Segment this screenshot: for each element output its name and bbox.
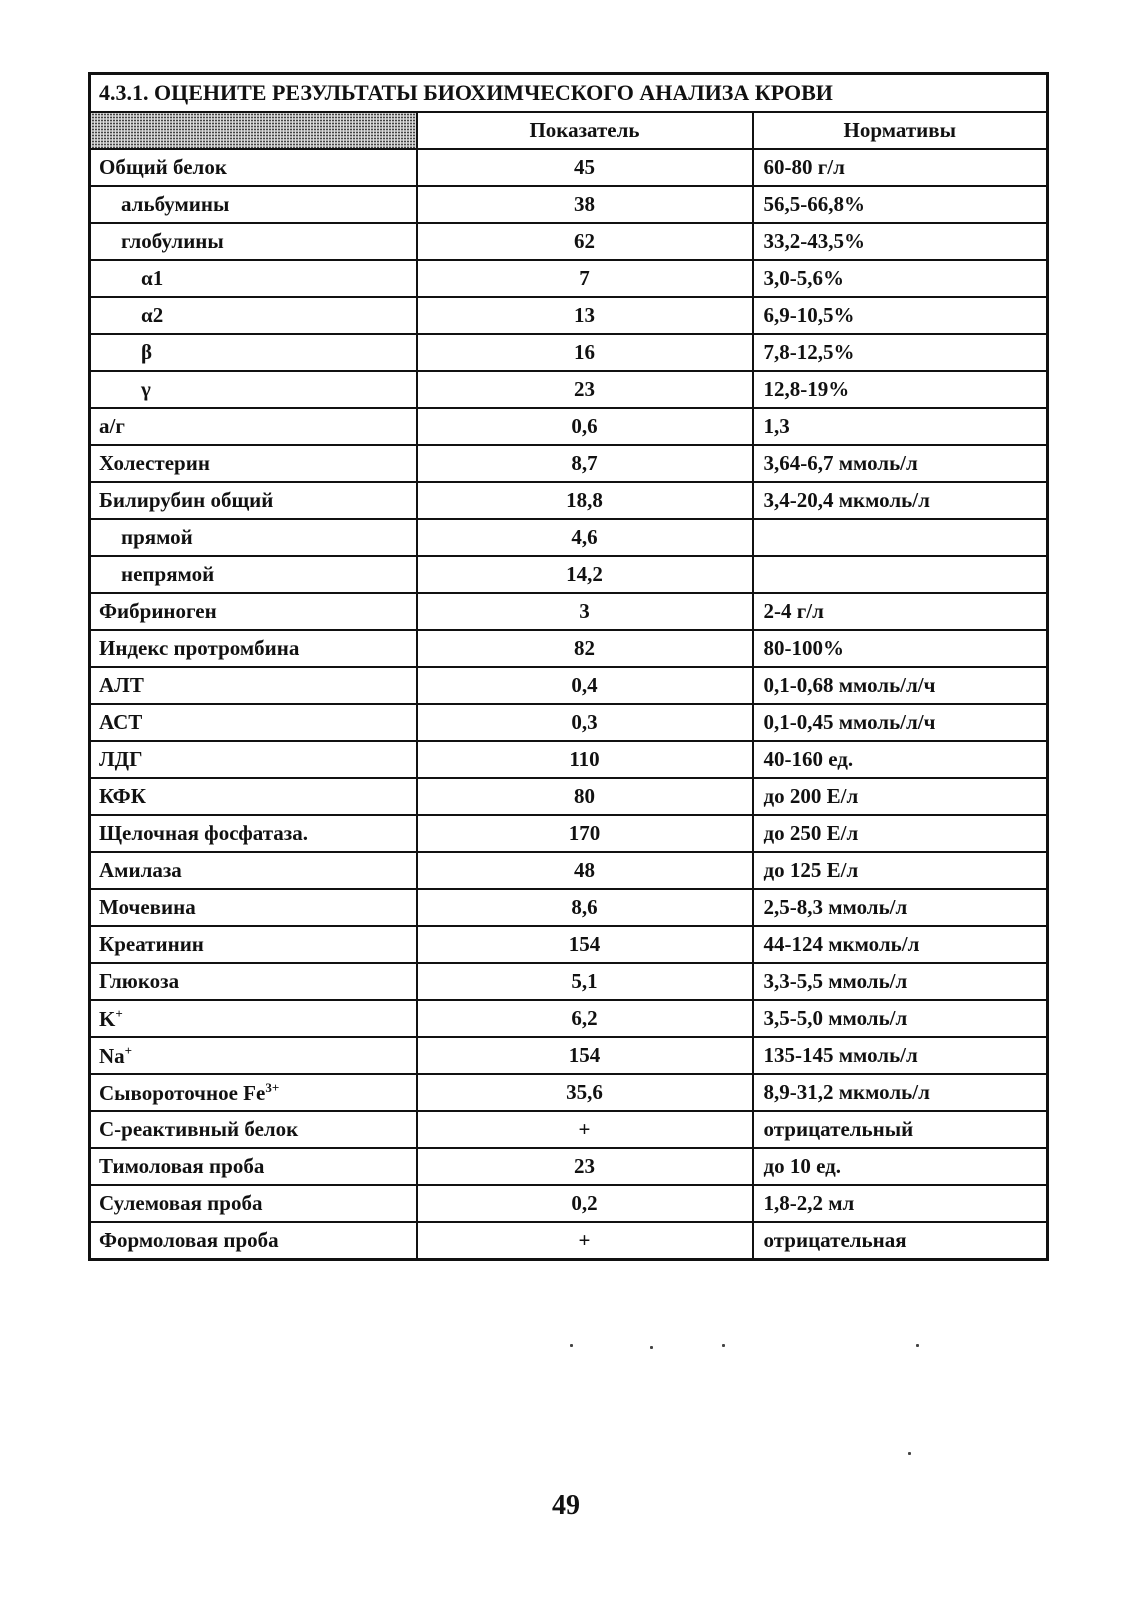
hatched-header-cell	[90, 112, 417, 149]
row-name: Амилаза	[99, 858, 182, 882]
row-norm: 1,8-2,2 мл	[753, 1185, 1048, 1222]
page-number: 49	[552, 1490, 580, 1521]
row-norm: 0,1-0,68 ммоль/л/ч	[753, 667, 1048, 704]
row-norm: 12,8-19%	[753, 371, 1048, 408]
row-name: КФК	[99, 784, 146, 808]
row-name-superscript: +	[115, 1005, 123, 1021]
row-value: 8,7	[417, 445, 753, 482]
row-norm: 3,3-5,5 ммоль/л	[753, 963, 1048, 1000]
row-norm: отрицательная	[753, 1222, 1048, 1260]
row-norm	[753, 556, 1048, 593]
row-name-cell	[90, 1000, 417, 1037]
row-name-cell	[90, 1185, 417, 1222]
row-norm: 80-100%	[753, 630, 1048, 667]
row-name-cell	[90, 704, 417, 741]
row-norm: 2-4 г/л	[753, 593, 1048, 630]
row-norm: 33,2-43,5%	[753, 223, 1048, 260]
table-row	[90, 852, 1048, 889]
row-name: Na	[99, 1043, 125, 1068]
row-norm: 3,4-20,4 мкмоль/л	[753, 482, 1048, 519]
table-row	[90, 1074, 1048, 1111]
scan-speck	[570, 1344, 573, 1347]
table-row	[90, 445, 1048, 482]
row-name-cell	[90, 445, 417, 482]
row-value: 35,6	[417, 1074, 753, 1111]
row-name-cell	[90, 223, 417, 260]
row-value: 170	[417, 815, 753, 852]
table-row	[90, 1222, 1048, 1260]
table-row	[90, 630, 1048, 667]
table-row	[90, 1000, 1048, 1037]
row-name-cell	[90, 815, 417, 852]
table-row	[90, 1037, 1048, 1074]
table-title: 4.3.1. ОЦЕНИТЕ РЕЗУЛЬТАТЫ БИОХИМЧЕСКОГО АНАЛИЗА КРОВИ	[90, 74, 1048, 113]
row-value: 80	[417, 778, 753, 815]
row-name-cell	[90, 371, 417, 408]
row-norm: 0,1-0,45 ммоль/л/ч	[753, 704, 1048, 741]
table-row	[90, 334, 1048, 371]
table-row	[90, 1185, 1048, 1222]
row-name: а/г	[99, 414, 125, 438]
row-name: непрямой	[121, 562, 215, 586]
row-name: Глюкоза	[99, 969, 180, 993]
row-value: 8,6	[417, 889, 753, 926]
row-name-cell	[90, 408, 417, 445]
header-norm: Нормативы	[753, 112, 1048, 149]
row-value: 7	[417, 260, 753, 297]
row-value: 38	[417, 186, 753, 223]
row-name-cell	[90, 1074, 417, 1111]
row-name: Тимоловая проба	[99, 1154, 265, 1178]
table-row	[90, 482, 1048, 519]
row-value: 3	[417, 593, 753, 630]
row-name-cell	[90, 889, 417, 926]
row-name: β	[141, 340, 153, 364]
row-value: 14,2	[417, 556, 753, 593]
row-value: 0,3	[417, 704, 753, 741]
row-value: 110	[417, 741, 753, 778]
row-name: α1	[141, 266, 164, 290]
row-value: 4,6	[417, 519, 753, 556]
scan-speck	[650, 1346, 653, 1349]
analysis-sheet	[88, 72, 1046, 1261]
row-name: Холестерин	[99, 451, 210, 475]
table-row	[90, 667, 1048, 704]
row-value: 48	[417, 852, 753, 889]
table-row	[90, 889, 1048, 926]
row-norm: до 250 Е/л	[753, 815, 1048, 852]
row-name: Креатинин	[99, 932, 204, 956]
row-name-cell	[90, 963, 417, 1000]
row-name: С-реактивный белок	[99, 1117, 299, 1141]
row-name-cell	[90, 852, 417, 889]
row-value: +	[417, 1111, 753, 1148]
row-name-superscript: 3+	[265, 1079, 280, 1095]
row-name: α2	[141, 303, 164, 327]
row-name-cell	[90, 519, 417, 556]
row-name-cell	[90, 1222, 417, 1260]
table-row	[90, 260, 1048, 297]
row-name-cell	[90, 926, 417, 963]
table-row	[90, 297, 1048, 334]
row-name-cell	[90, 556, 417, 593]
row-name-cell	[90, 482, 417, 519]
table-row	[90, 408, 1048, 445]
row-norm: до 200 Е/л	[753, 778, 1048, 815]
row-name: прямой	[121, 525, 193, 549]
row-norm: 1,3	[753, 408, 1048, 445]
row-name: Общий белок	[99, 155, 227, 179]
row-value: 5,1	[417, 963, 753, 1000]
row-name: Фибриноген	[99, 599, 217, 623]
row-name: альбумины	[121, 192, 230, 216]
row-name-cell	[90, 741, 417, 778]
row-name-cell	[90, 593, 417, 630]
scan-speck	[908, 1452, 911, 1455]
row-name-cell	[90, 334, 417, 371]
row-norm: 6,9-10,5%	[753, 297, 1048, 334]
row-name-cell	[90, 1111, 417, 1148]
row-name-cell	[90, 630, 417, 667]
row-value: 18,8	[417, 482, 753, 519]
row-name: Мочевина	[99, 895, 196, 919]
table-row	[90, 149, 1048, 186]
table-row	[90, 778, 1048, 815]
row-name: K	[99, 1006, 116, 1031]
row-norm: отрицательный	[753, 1111, 1048, 1148]
row-name-cell	[90, 1148, 417, 1185]
header-row	[90, 112, 1048, 149]
row-norm: 3,64-6,7 ммоль/л	[753, 445, 1048, 482]
row-name: Щелочная фосфатаза.	[99, 821, 308, 845]
row-value: 154	[417, 926, 753, 963]
row-norm: 3,5-5,0 ммоль/л	[753, 1000, 1048, 1037]
row-name-cell	[90, 149, 417, 186]
table-body	[90, 149, 1048, 1260]
row-value: 0,6	[417, 408, 753, 445]
table-row	[90, 223, 1048, 260]
row-norm: 2,5-8,3 ммоль/л	[753, 889, 1048, 926]
table-row	[90, 704, 1048, 741]
row-value: 6,2	[417, 1000, 753, 1037]
row-name-cell	[90, 778, 417, 815]
row-norm: 44-124 мкмоль/л	[753, 926, 1048, 963]
table-row	[90, 1111, 1048, 1148]
table-row	[90, 593, 1048, 630]
row-name: Индекс протромбина	[99, 636, 300, 660]
row-value: 13	[417, 297, 753, 334]
table-row	[90, 186, 1048, 223]
table-row	[90, 926, 1048, 963]
row-name: глобулины	[121, 229, 224, 253]
row-name: АСТ	[99, 710, 143, 734]
row-norm: 7,8-12,5%	[753, 334, 1048, 371]
row-value: 45	[417, 149, 753, 186]
row-name-cell	[90, 297, 417, 334]
row-value: 82	[417, 630, 753, 667]
row-norm: 60-80 г/л	[753, 149, 1048, 186]
row-name-cell	[90, 186, 417, 223]
table-row	[90, 556, 1048, 593]
row-norm: 8,9-31,2 мкмоль/л	[753, 1074, 1048, 1111]
header-value: Показатель	[417, 112, 753, 149]
table-row	[90, 1148, 1048, 1185]
row-name: АЛТ	[99, 673, 144, 697]
row-name: Билирубин общий	[99, 488, 274, 512]
row-name: γ	[141, 377, 151, 401]
scan-speck	[916, 1344, 919, 1347]
row-value: 0,2	[417, 1185, 753, 1222]
row-norm: 135-145 ммоль/л	[753, 1037, 1048, 1074]
row-name-cell	[90, 260, 417, 297]
row-value: 23	[417, 371, 753, 408]
table-row	[90, 371, 1048, 408]
row-value: 62	[417, 223, 753, 260]
row-name: Формоловая проба	[99, 1228, 279, 1252]
row-norm: до 10 ед.	[753, 1148, 1048, 1185]
row-norm	[753, 519, 1048, 556]
row-name: ЛДГ	[99, 747, 143, 771]
row-norm: 3,0-5,6%	[753, 260, 1048, 297]
row-value: 16	[417, 334, 753, 371]
row-name: Сывороточное Fe	[99, 1080, 266, 1105]
row-name-cell	[90, 1037, 417, 1074]
row-value: 0,4	[417, 667, 753, 704]
row-name-cell	[90, 667, 417, 704]
row-name: Сулемовая проба	[99, 1191, 263, 1215]
table-row	[90, 741, 1048, 778]
title-row	[90, 74, 1048, 113]
row-value: +	[417, 1222, 753, 1260]
row-name-superscript: +	[124, 1042, 133, 1058]
row-value: 154	[417, 1037, 753, 1074]
blood-biochemistry-table	[88, 72, 1049, 1261]
row-norm: 56,5-66,8%	[753, 186, 1048, 223]
scan-speck	[722, 1344, 725, 1347]
row-norm: 40-160 ед.	[753, 741, 1048, 778]
table-row	[90, 519, 1048, 556]
row-value: 23	[417, 1148, 753, 1185]
table-row	[90, 963, 1048, 1000]
row-norm: до 125 Е/л	[753, 852, 1048, 889]
table-row	[90, 815, 1048, 852]
